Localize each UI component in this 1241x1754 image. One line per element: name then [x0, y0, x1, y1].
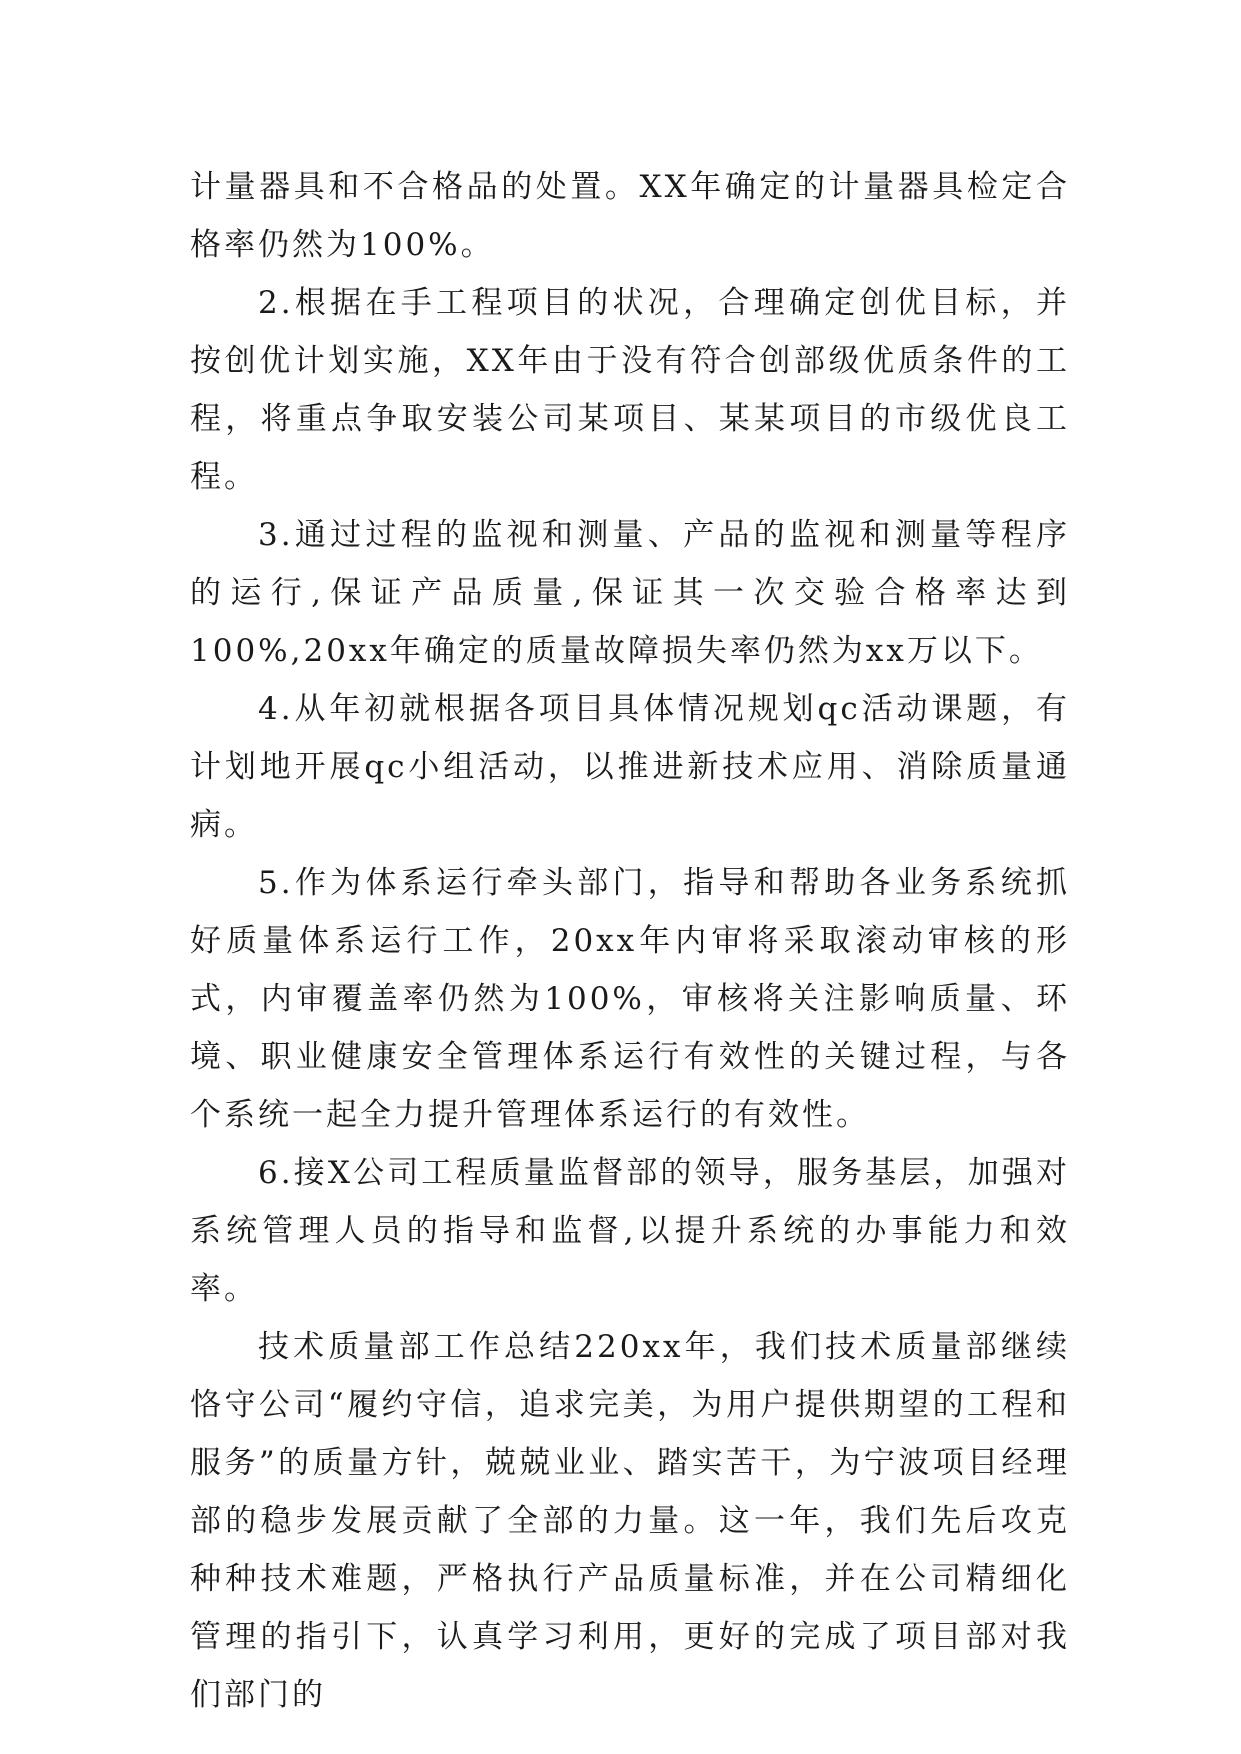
paragraph-3: 3.通过过程的监视和测量、产品的监视和测量等程序的运行,保证产品质量,保证其一次交验合格率达到100%,20xx年确定的质量故障损失率仍然为xx万以下。 [190, 517, 1070, 669]
paragraph-1: 计量器具和不合格品的处置。XX年确定的计量器具检定合格率仍然为100%。 [190, 169, 1070, 263]
document-body [190, 158, 1070, 1724]
paragraph-2: 2.根据在手工程项目的状况，合理确定创优目标，并按创优计划实施，XX年由于没有符合创部级优质条件的工程，将重点争取安装公司某项目、某某项目的市级优良工程。 [190, 285, 1070, 495]
paragraph-4: 4.从年初就根据各项目具体情况规划qc活动课题，有计划地开展qc小组活动，以推进新技术应用、消除质量通病。 [190, 691, 1070, 843]
paragraph-7: 技术质量部工作总结220xx年，我们技术质量部继续恪守公司“履约守信，追求完美，为用户提供期望的工程和服务”的质量方针，兢兢业业、踏实苦干，为宁波项目经理部的稳步发展贡献了全部的力量。这一年，我们先后攻克种种技术难题，严格执行产品质量标准，并在公司精细化管理的指引下，认真学习利用，更好的完成了项目部对我们部门的 [190, 1329, 1070, 1713]
paragraph-6: 6.接X公司工程质量监督部的领导，服务基层，加强对系统管理人员的指导和监督,以提升系统的办事能力和效率。 [190, 1155, 1070, 1307]
paragraph-5: 5.作为体系运行牵头部门，指导和帮助各业务系统抓好质量体系运行工作，20xx年内审将采取滚动审核的形式，内审覆盖率仍然为100%，审核将关注影响质量、环境、职业健康安全管理体系运行有效性的关键过程，与各个系统一起全力提升管理体系运行的有效性。 [190, 865, 1070, 1133]
